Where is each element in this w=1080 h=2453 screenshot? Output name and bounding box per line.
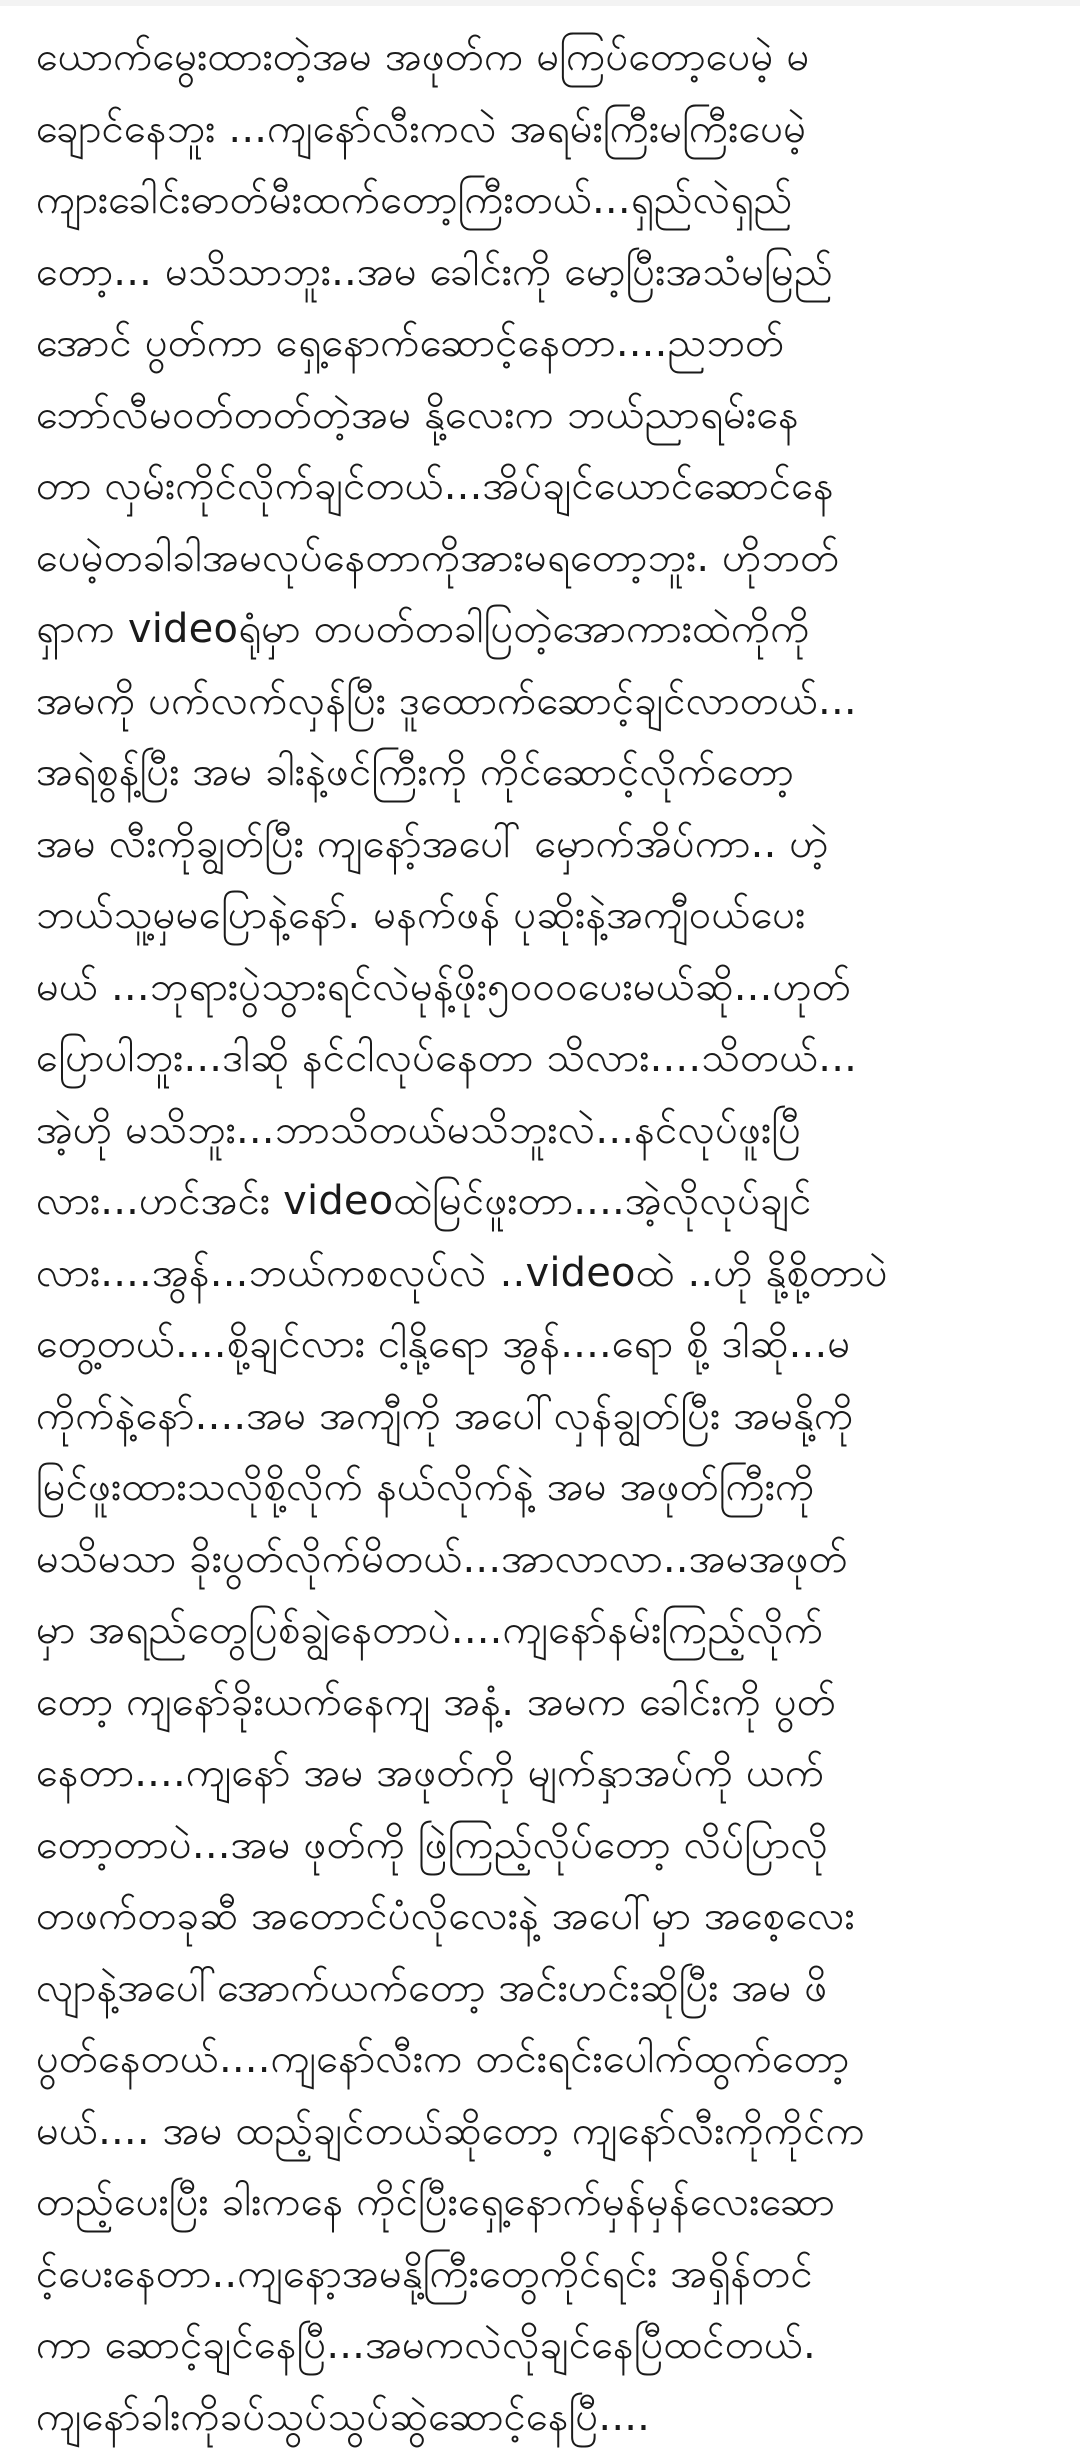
text-line: ကာ ဆောင့်ချင်နေပြီ...အမကလဲလိုချင်နေပြီထင်တယ်.: [36, 2310, 1040, 2382]
text-line: ဘယ်သူ့မှမပြောနဲ့နော်. မနက်ဖန် ပုဆိုးနဲ့အကျီဝယ်ပေး: [36, 880, 1040, 952]
text-line: ဘော်လီမဝတ်တတ်တဲ့အမ နို့လေးက ဘယ်ညာရမ်းနေ: [36, 380, 1040, 452]
text-line: လား....အွန်...ဘယ်ကစလုပ်လဲ ..videoထဲ ..ဟို နို့စို့တာပဲ: [36, 1238, 1040, 1310]
text-line: ချောင်နေဘူး ...ကျနော်လီးကလဲ အရမ်းကြီးမကြီးပေမဲ့: [36, 94, 1040, 166]
text-line: အရဲစွန့်ပြီး အမ ခါးနဲ့ဖင်ကြီးကို ကိုင်ဆောင့်လိုက်တော့: [36, 737, 1040, 809]
text-line: တွေ့တယ်....စို့ချင်လား ငါ့နို့ရော အွန်....ရော စို့ ဒါဆို...မ: [36, 1309, 1040, 1381]
text-line: လား...ဟင်အင်း videoထဲမြင်ဖူးတာ....အဲ့လိုလုပ်ချင်: [36, 1166, 1040, 1238]
text-line: အမ လီးကိုချွတ်ပြီး ကျနော့်အပေါ် မှောက်အိပ်ကာ.. ဟဲ့: [36, 809, 1040, 881]
text-line: ကျားခေါင်းဓာတ်မီးထက်တော့ကြီးတယ်...ရှည်လဲရှည်: [36, 165, 1040, 237]
text-line: ကျနော်ခါးကိုခပ်သွပ်သွပ်ဆွဲဆောင့်နေပြီ....: [36, 2382, 1040, 2453]
text-line: ယောက်မွေးထားတဲ့အမ အဖုတ်က မကြပ်တော့ပေမဲ့ မ: [36, 22, 1040, 94]
text-line: တော့တာပဲ...အမ ဖုတ်ကို ဖြဲကြည့်လိုပ်တော့ လိပ်ပြာလို: [36, 1810, 1040, 1882]
text-line: တဖက်တခုဆီ အတောင်ပံလိုလေးနဲ့ အပေါ်မှာ အစေ့လေး: [36, 1881, 1040, 1953]
text-line: မသိမသာ ခိုးပွတ်လိုက်မိတယ်...အာလာလာ..အမအဖုတ်: [36, 1524, 1040, 1596]
text-line: ပေမဲ့တခါခါအမလုပ်နေတာကိုအားမရတော့ဘူး. ဟိုဘတ်: [36, 523, 1040, 595]
text-line: အမကို ပက်လက်လှန်ပြီး ဒူထောက်ဆောင့်ချင်လာတယ်...: [36, 666, 1040, 738]
text-line: ပြောပါဘူး...ဒါဆို နင်ငါလုပ်နေတာ သိလား....သိတယ်...: [36, 1023, 1040, 1095]
text-line: ပွတ်နေတယ်....ကျနော်လီးက တင်းရင်းပေါက်ထွက်တော့: [36, 2024, 1040, 2096]
text-line: တာ လှမ်းကိုင်လိုက်ချင်တယ်...အိပ်ချင်ယောင်ဆောင်နေ: [36, 451, 1040, 523]
text-line: တော့ ကျနော်ခိုးယက်နေကျ အနံ့. အမက ခေါင်းကို ပွတ်: [36, 1667, 1040, 1739]
text-line: ကိုက်နဲ့နော်....အမ အကျီကို အပေါ်လှန်ချွတ်ပြီး အမနို့ကို: [36, 1381, 1040, 1453]
top-edge-divider: [0, 0, 1080, 6]
text-line: မှာ အရည်တွေပြစ်ချွဲနေတာပဲ....ကျနော်နမ်းကြည့်လိုက်: [36, 1595, 1040, 1667]
text-line: မယ် ...ဘုရားပွဲသွားရင်လဲမုန့်ဖိုး၅၀၀၀ပေးမယ်ဆို...ဟုတ်: [36, 952, 1040, 1024]
text-line: မြင်ဖူးထားသလိုစို့လိုက် နယ်လိုက်နဲ့ အမ အဖုတ်ကြီးကို: [36, 1452, 1040, 1524]
story-text-body: [36, 22, 1040, 2453]
text-line: င့်ပေးနေတာ..ကျနော့အမနို့ကြီးတွေကိုင်ရင်း အရှိန်တင်: [36, 2239, 1040, 2311]
text-line: လျာနဲ့အပေါ်အောက်ယက်တော့ အင်းဟင်းဆိုပြီး အမ ဖိ: [36, 1953, 1040, 2025]
text-line: ရှာက videoရုံမှာ တပတ်တခါပြတဲ့အောကားထဲကိုကို: [36, 594, 1040, 666]
text-line: အဲ့ဟို မသိဘူး...ဘာသိတယ်မသိဘူးလဲ...နင်လုပ်ဖူးပြီ: [36, 1095, 1040, 1167]
text-line: မယ်.... အမ ထည့်ချင်တယ်ဆိုတော့ ကျနော်လီးကိုကိုင်က: [36, 2096, 1040, 2168]
text-line: နေတာ....ကျနော် အမ အဖုတ်ကို မျက်နှာအပ်ကို ယက်: [36, 1738, 1040, 1810]
text-line: အောင် ပွတ်ကာ ရှေ့နောက်ဆောင့်နေတာ....ညဘတ်: [36, 308, 1040, 380]
text-line: တည့်ပေးပြီး ခါးကနေ ကိုင်ပြီးရှေ့နောက်မှန်မှန်လေးဆော: [36, 2167, 1040, 2239]
text-line: တော့... မသိသာဘူး..အမ ခေါင်းကို မော့ပြီးအသံမမြည်: [36, 237, 1040, 309]
